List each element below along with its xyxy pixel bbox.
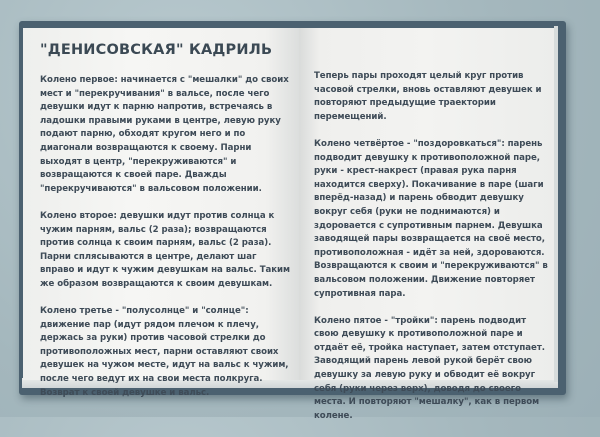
paragraph-figure-3: Колено третье - "полусолнце" и "солнце": движение пар (идут рядом плечом к плечу, держась за руки) против часовой стрелки до противоположных мест, парни оставляют своих девушек на чужом месте, идут на вальс к чужим, после чего ведут их на свои места полкруга. Возврат к своей девушке и вальс. — [40, 306, 289, 398]
page-edge — [554, 26, 558, 382]
paragraph-full-circle: Теперь пары проходят целый круг против часовой стрелки, вновь оставляют девушек и повторяют предыдущие траектории перемещений. — [314, 71, 542, 122]
left-page-content — [40, 40, 290, 414]
right-page-content — [314, 70, 550, 437]
paragraph-figure-5: Колено пятое - "тройки": парень подводит свою девушку к противоположной паре и отдаёт её, тройка наступает, затем отступает. Заводящий парень левой рукой берёт свою девушку за левую руку и обводит её вокруг себя (руки через верх), доводя до своего места. И повторяют "мешалку", как в первом колене. — [314, 315, 545, 421]
paragraph-figure-1: Колено первое: начинается с "мешалки" до своих мест и "перекручивания" в вальсе, после чего девушки идут к парню напротив, встречаясь в ладошки правыми руками в центре, левую руку подают парню, обходят кругом него и по диагонали возвращаются к своему. Парни выходят в центр, "перекруживаются" и возвращаются к своей паре. Дважды "перекручиваются" в вальсовом положении. — [40, 75, 289, 194]
paragraph-figure-2: Колено второе: девушки идут против солнца к чужим парням, вальс (2 раза); возвращаются против солнца к своим парням, вальс (2 раза). Парни сплясываются в центре, делают шаг вправо и идут к чужим девушкам на вальс. Таким же образом возвращаются к своим девушкам. — [40, 210, 290, 289]
page-title: "ДЕНИСОВСКАЯ" КАДРИЛЬ — [40, 42, 273, 58]
paragraph-figure-4: Колено четвёртое - "поздоровкаться": парень подводит девушку к противоположной паре, руки - крест-накрест (правая рука парня находится сверху). Покачивание в паре (шаги вперёд-назад) и парень обводит девушку вокруг себя (руки не поднимаются) и здоровается с супротивным парнем. Девушка заводящей пары возвращается на своё место, противоположная - идёт за ней, здороваются. Возвращаются к своим и "перекруживаются" в вальсовом положении. Движение повторяет супротивная пара. — [314, 138, 548, 299]
